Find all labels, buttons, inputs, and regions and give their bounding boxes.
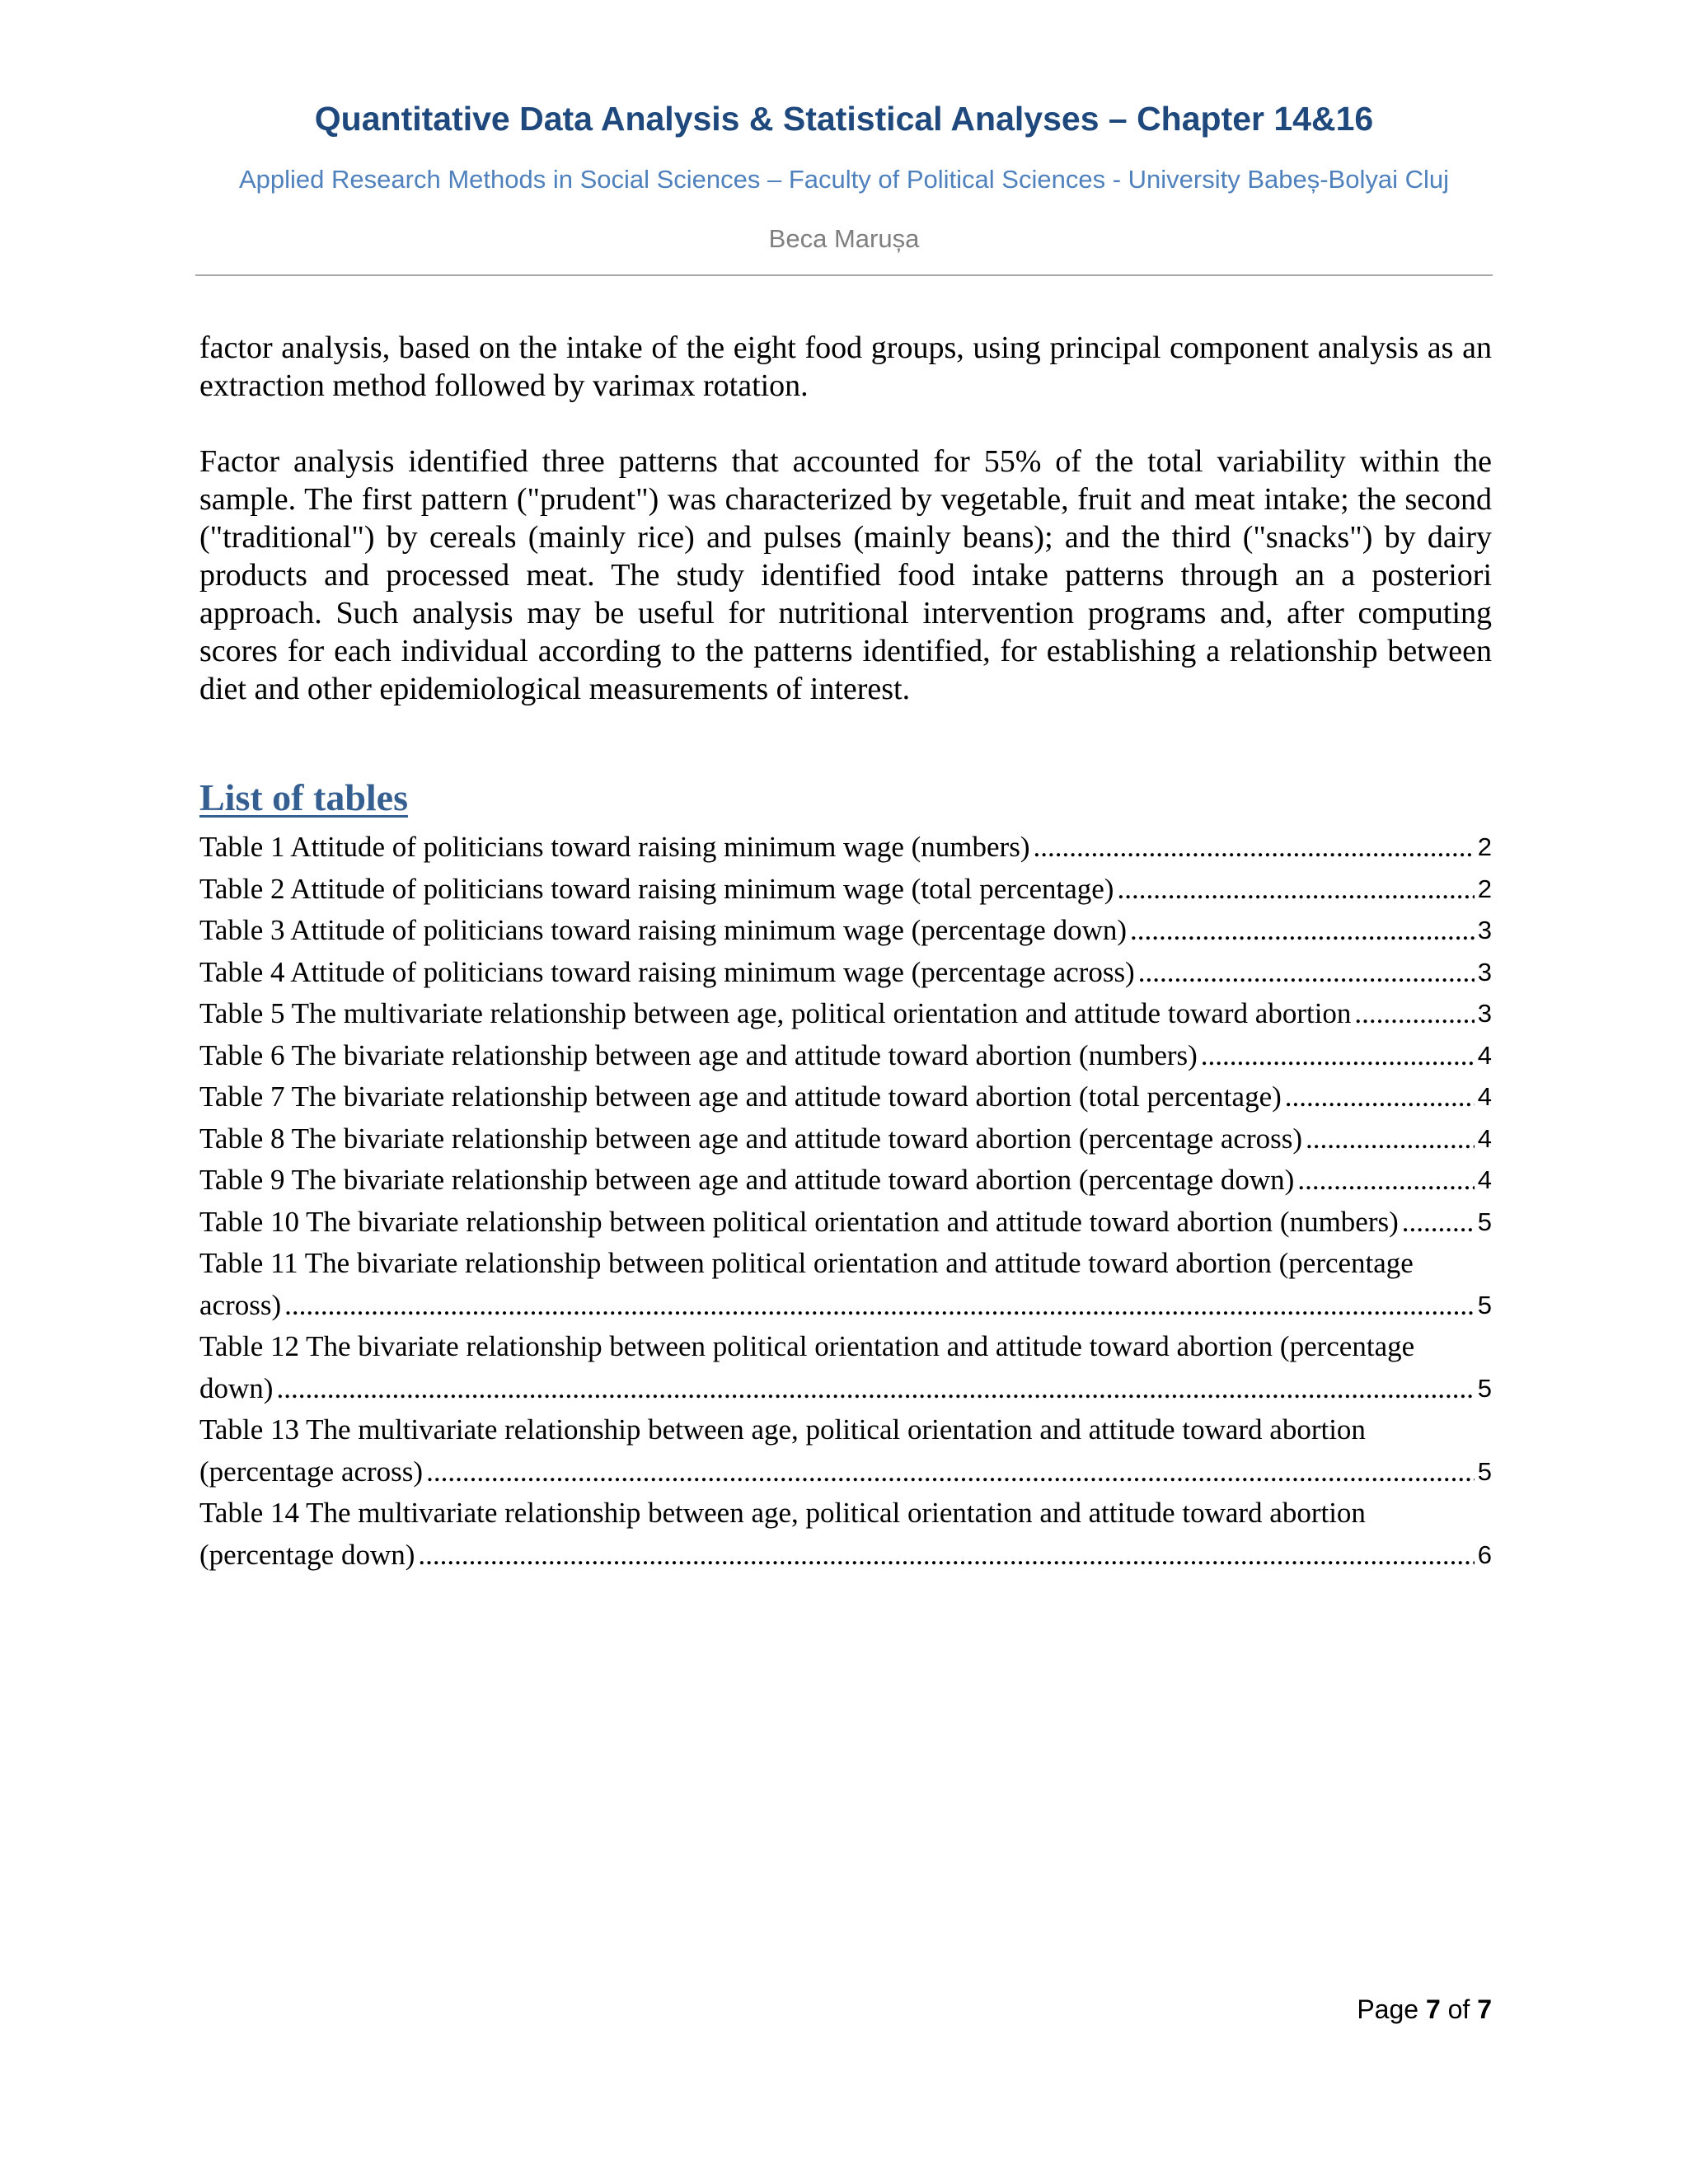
- toc-entry-page: 2: [1477, 832, 1492, 861]
- toc-entry-label: Table 4 Attitude of politicians toward raising minimum wage (percentage across): [199, 955, 1135, 988]
- toc-entry-page: 4: [1477, 1165, 1492, 1194]
- toc-leader-dots: [1285, 1076, 1475, 1118]
- toc-entry-label: Table 5 The multivariate relationship between age, political orientation and attitude toward abortion: [199, 997, 1352, 1029]
- toc-entry-page: 3: [1477, 999, 1492, 1028]
- toc-entry-table-1[interactable]: [199, 827, 1492, 869]
- toc-entry-table-13[interactable]: [199, 1409, 1492, 1493]
- document-title: Quantitative Data Analysis & Statistical Analyses – Chapter 14&16: [314, 100, 1374, 138]
- toc-entry-label-line2: (percentage down): [199, 1538, 415, 1571]
- footer-total-pages: 7: [1477, 1994, 1492, 2024]
- toc-entry-label-line1: Table 13 The multivariate relationship between age, political orientation and attitude toward abortion: [199, 1413, 1366, 1446]
- toc-entry-label: Table 7 The bivariate relationship between age and attitude toward abortion (total percentage): [199, 1080, 1282, 1113]
- toc-entry-page: 4: [1477, 1082, 1492, 1111]
- toc-leader-dots: [284, 1285, 1475, 1327]
- toc-entry-label: Table 2 Attitude of politicians toward raising minimum wage (total percentage): [199, 872, 1114, 905]
- toc-entry-label-line1: Table 14 The multivariate relationship between age, political orientation and attitude toward abortion: [199, 1497, 1366, 1529]
- toc-leader-dots: [1354, 993, 1474, 1035]
- toc-leader-dots: [276, 1368, 1474, 1410]
- toc-leader-dots: [418, 1535, 1474, 1577]
- footer-page-word: Page: [1357, 1994, 1419, 2024]
- toc-entry-label: Table 8 The bivariate relationship between age and attitude toward abortion (percentage across): [199, 1122, 1303, 1155]
- toc-entry-label-line1: Table 11 The bivariate relationship between political orientation and attitude toward abortion (percentage: [199, 1247, 1414, 1279]
- toc-leader-dots: [1402, 1202, 1475, 1244]
- toc-leader-dots: [1201, 1035, 1475, 1077]
- list-of-tables-heading[interactable]: List of tables: [199, 776, 408, 818]
- toc-entry-table-8[interactable]: [199, 1118, 1492, 1160]
- toc-entry-table-2[interactable]: [199, 869, 1492, 911]
- toc-entry-page: 5: [1477, 1456, 1492, 1486]
- toc-leader-dots: [1117, 869, 1474, 911]
- footer-of-word: of: [1447, 1994, 1470, 2024]
- toc-entry-page: 3: [1477, 916, 1492, 944]
- page-footer: [1357, 1993, 1492, 2026]
- list-of-tables: [199, 827, 1492, 1576]
- toc-leader-dots: [426, 1451, 1475, 1493]
- toc-entry-table-10[interactable]: [199, 1202, 1492, 1244]
- toc-entry-label: Table 9 The bivariate relationship between age and attitude toward abortion (percentage down): [199, 1164, 1295, 1196]
- toc-entry-page: 2: [1477, 874, 1492, 903]
- toc-entry-page: 4: [1477, 1040, 1492, 1070]
- toc-entry-table-9[interactable]: [199, 1160, 1492, 1202]
- toc-entry-page: 5: [1477, 1373, 1492, 1403]
- body-paragraph-1: factor analysis, based on the intake of the eight food groups, using principal component analysis as an extraction method followed by varimax rotation.: [199, 330, 1492, 403]
- toc-entry-table-5[interactable]: [199, 993, 1492, 1035]
- toc-entry-page: 3: [1477, 957, 1492, 987]
- toc-leader-dots: [1130, 910, 1475, 952]
- toc-leader-dots: [1297, 1160, 1474, 1202]
- toc-entry-label: Table 10 The bivariate relationship between political orientation and attitude toward abortion (numbers): [199, 1205, 1399, 1238]
- toc-entry-label-line2: across): [199, 1288, 282, 1321]
- body-paragraph-2: Factor analysis identified three patterns that accounted for 55% of the total variability within the sample. The first pattern ("prudent") was characterized by vegetable, fruit and meat intake; the second ("traditional") by cereals (mainly rice) and pulses (mainly beans); and the third ("snacks") by dairy products and processed meat. The study identified food intake patterns through an a posteriori approach. Such analysis may be useful for nutritional intervention programs and, after computing scores for each individual according to the patterns identified, for establishing a relationship between diet and other epidemiological measurements of interest.: [199, 444, 1492, 706]
- toc-entry-page: 5: [1477, 1290, 1492, 1319]
- toc-entry-table-4[interactable]: [199, 952, 1492, 994]
- toc-entry-table-3[interactable]: [199, 910, 1492, 952]
- toc-leader-dots: [1033, 827, 1474, 869]
- toc-entry-page: 6: [1477, 1540, 1492, 1569]
- toc-leader-dots: [1306, 1118, 1475, 1160]
- toc-entry-table-14[interactable]: [199, 1493, 1492, 1576]
- footer-current-page: 7: [1425, 1994, 1441, 2024]
- page-header: [195, 97, 1493, 255]
- toc-entry-table-12[interactable]: [199, 1326, 1492, 1409]
- toc-entry-label-line2: down): [199, 1371, 274, 1404]
- toc-entry-label: Table 1 Attitude of politicians toward raising minimum wage (numbers): [199, 831, 1030, 863]
- toc-entry-label-line1: Table 12 The bivariate relationship between political orientation and attitude toward abortion (percentage: [199, 1330, 1415, 1362]
- toc-entry-table-7[interactable]: [199, 1076, 1492, 1118]
- toc-entry-label-line2: (percentage across): [199, 1455, 424, 1488]
- header-divider: [195, 274, 1493, 276]
- toc-entry-table-6[interactable]: [199, 1035, 1492, 1077]
- toc-entry-label: Table 3 Attitude of politicians toward raising minimum wage (percentage down): [199, 914, 1128, 946]
- toc-entry-table-11[interactable]: [199, 1243, 1492, 1326]
- document-author: Beca Marușa: [768, 224, 920, 253]
- toc-entry-page: 4: [1477, 1123, 1492, 1153]
- toc-entry-page: 5: [1477, 1207, 1492, 1236]
- document-subtitle: Applied Research Methods in Social Sciences – Faculty of Political Sciences - University Babeș-Bolyai Cluj: [239, 165, 1449, 194]
- toc-leader-dots: [1138, 952, 1475, 994]
- toc-entry-label: Table 6 The bivariate relationship between age and attitude toward abortion (numbers): [199, 1038, 1198, 1071]
